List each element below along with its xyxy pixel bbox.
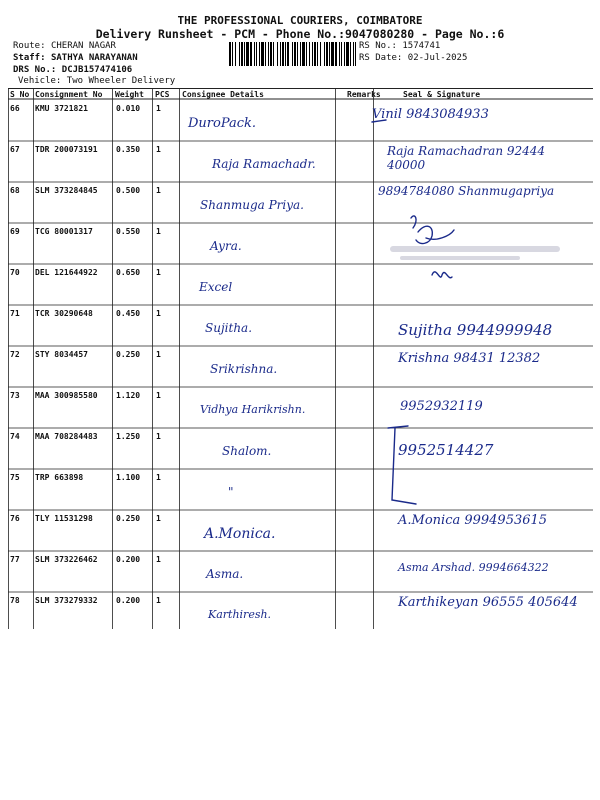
- cell-consignment: MAA 300985580: [35, 391, 98, 400]
- handwritten-signature: Karthikeyan 96555 405644: [398, 595, 578, 610]
- barcode-image: [229, 42, 356, 66]
- cell-weight: 0.200: [116, 555, 141, 564]
- cell-pcs: 1: [156, 268, 161, 277]
- cell-weight: 0.250: [116, 514, 141, 523]
- cell-weight: 0.500: [116, 186, 141, 195]
- cell-pcs: 1: [156, 391, 161, 400]
- cell-pcs: 1: [156, 186, 161, 195]
- handwritten-signature: Sujitha 9944999948: [398, 321, 553, 339]
- rs-date-label: RS Date:: [359, 53, 403, 63]
- column-header-sno: S No: [10, 90, 30, 99]
- column-header-consignment: Consignment No: [35, 90, 103, 99]
- cell-weight: 0.250: [116, 350, 141, 359]
- handwritten-signature: 9894784080 Shanmugapriya: [378, 184, 555, 198]
- staff-value: SATHYA NARAYANAN: [50, 53, 138, 63]
- cell-consignment: TLY 11531298: [35, 514, 93, 523]
- cell-sno: 70: [10, 268, 20, 277]
- handwritten-consignee: Shalom.: [222, 444, 272, 458]
- route-label: Route:: [13, 41, 46, 51]
- staff-info: [13, 53, 138, 63]
- cell-sno: 76: [10, 514, 20, 523]
- handwritten-signature: Raja Ramachadran 92444 40000: [387, 144, 546, 172]
- handwritten-signature: Krishna 98431 12382: [398, 351, 541, 366]
- drs-value: DCJB157474106: [61, 65, 133, 75]
- cell-sno: 72: [10, 350, 20, 359]
- vehicle-label: Vehicle:: [18, 76, 62, 86]
- column-header-weight: Weight: [115, 90, 144, 99]
- cell-pcs: 1: [156, 473, 161, 482]
- cell-consignment: KMU 3721821: [35, 104, 88, 113]
- cell-consignment: TCG 80001317: [35, 227, 93, 236]
- cell-sno: 78: [10, 596, 20, 605]
- cell-pcs: 1: [156, 350, 161, 359]
- cell-consignment: MAA 708284483: [35, 432, 98, 441]
- cell-sno: 67: [10, 145, 20, 154]
- cell-pcs: 1: [156, 514, 161, 523]
- cell-consignment: SLM 373284845: [35, 186, 98, 195]
- cell-sno: 74: [10, 432, 20, 441]
- cell-pcs: 1: [156, 555, 161, 564]
- cell-consignment: STY 8034457: [35, 350, 88, 359]
- cell-pcs: 1: [156, 104, 161, 113]
- handwritten-signature: Vinil 9843084933: [372, 107, 489, 122]
- cell-weight: 1.100: [116, 473, 141, 482]
- cell-weight: 0.010: [116, 104, 141, 113]
- cell-weight: 0.350: [116, 145, 141, 154]
- handwritten-consignee: Excel: [199, 280, 233, 294]
- rs-date-info: [359, 53, 467, 63]
- handwritten-consignee: DuroPack.: [188, 116, 257, 131]
- cell-sno: 75: [10, 473, 20, 482]
- cell-weight: 0.200: [116, 596, 141, 605]
- cell-consignment: DEL 121644922: [35, 268, 98, 277]
- cell-weight: 0.650: [116, 268, 141, 277]
- company-name: THE PROFESSIONAL COURIERS, COIMBATORE: [177, 14, 423, 27]
- cell-pcs: 1: [156, 596, 161, 605]
- cell-pcs: 1: [156, 227, 161, 236]
- cell-weight: 0.450: [116, 309, 141, 318]
- cell-pcs: 1: [156, 432, 161, 441]
- rs-date-value: 02-Jul-2025: [407, 53, 468, 63]
- cell-sno: 68: [10, 186, 20, 195]
- column-header-pcs: PCS: [155, 90, 170, 99]
- handwritten-consignee: Asma.: [206, 567, 244, 581]
- drs-info: [13, 65, 132, 75]
- rs-no-label: RS No.:: [359, 41, 397, 51]
- handwritten-signature: 9952932119: [400, 399, 483, 414]
- cell-sno: 77: [10, 555, 20, 564]
- cell-consignment: TCR 30290648: [35, 309, 93, 318]
- column-header-consignee: Consignee Details: [182, 90, 264, 99]
- cell-consignment: SLM 373279332: [35, 596, 98, 605]
- vehicle-info: [18, 76, 175, 86]
- cell-sno: 66: [10, 104, 20, 113]
- cell-consignment: TDR 200073191: [35, 145, 98, 154]
- handwritten-consignee: A.Monica.: [204, 526, 276, 542]
- handwritten-consignee: Shanmuga Priya.: [200, 198, 304, 212]
- handwritten-consignee: Srikrishna.: [210, 362, 278, 376]
- column-header-remarks: Remarks: [347, 90, 381, 99]
- runsheet-subtitle: Delivery Runsheet - PCM - Phone No.:9047080280 - Page No.:6: [95, 27, 505, 41]
- handwritten-signature: Asma Arshad. 9994664322: [398, 561, 549, 574]
- handwritten-consignee: Raja Ramachadr.: [212, 157, 316, 171]
- cell-sno: 71: [10, 309, 20, 318]
- cell-sno: 69: [10, 227, 20, 236]
- cell-pcs: 1: [156, 309, 161, 318]
- cell-consignment: TRP 663898: [35, 473, 84, 482]
- cell-consignment: SLM 373226462: [35, 555, 98, 564]
- handwritten-consignee: Ayra.: [210, 239, 242, 253]
- handwritten-consignee: Sujitha.: [205, 321, 253, 335]
- cell-weight: 0.550: [116, 227, 141, 236]
- route-info: [13, 41, 116, 51]
- rs-no-value: 1574741: [402, 41, 441, 51]
- handwritten-consignee: Vidhya Harikrishn.: [200, 403, 306, 416]
- staff-label: Staff:: [13, 53, 46, 63]
- cell-weight: 1.120: [116, 391, 141, 400]
- handwritten-consignee: ": [228, 485, 234, 499]
- cell-weight: 1.250: [116, 432, 141, 441]
- handwritten-signature: A.Monica 9994953615: [398, 513, 548, 528]
- rs-no-info: [359, 41, 440, 51]
- cell-sno: 73: [10, 391, 20, 400]
- handwritten-signature: 9952514427: [398, 441, 494, 459]
- route-value: CHERAN NAGAR: [50, 41, 116, 51]
- handwritten-consignee: Karthiresh.: [208, 608, 272, 621]
- cell-pcs: 1: [156, 145, 161, 154]
- column-header-sign: Seal & Signature: [403, 90, 481, 99]
- drs-label: DRS No.:: [13, 65, 57, 75]
- vehicle-value: Two Wheeler Delivery: [66, 76, 176, 86]
